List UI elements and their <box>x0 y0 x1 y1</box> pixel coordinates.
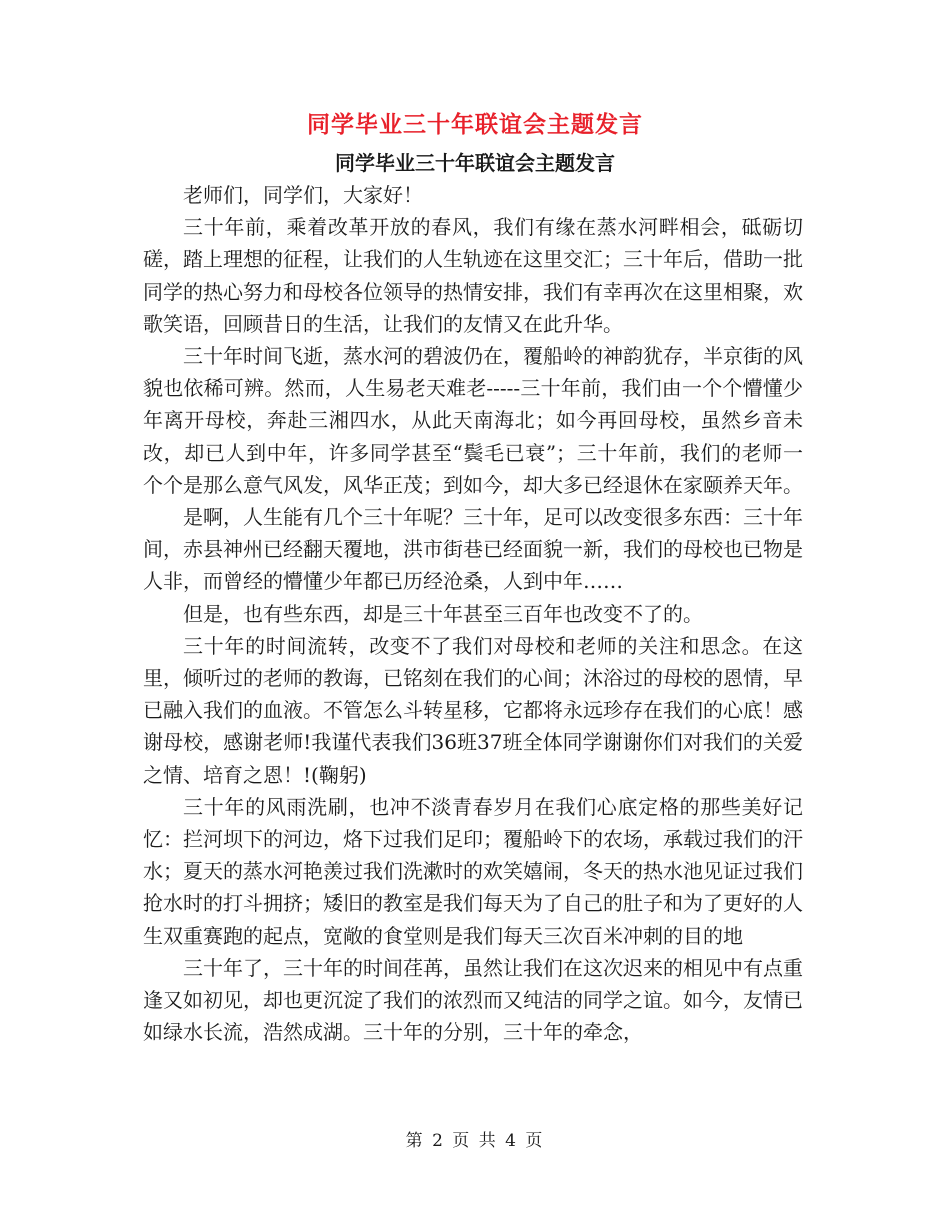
paragraph: 三十年时间飞逝，蒸水河的碧波仍在，覆船岭的神韵犹存，半京街的风貌也依稀可辨。然而，人生易老天难老-----三十年前，我们由一个个懵懂少年离开母校，奔赴三湘四水，从此天南海北；如今再回母校，虽然乡音未改，却已人到中年，许多同学甚至“鬓毛已衰”；三十年前，我们的老师一个个是那么意气风发，风华正茂；到如今，却大多已经退休在家颐养天年。 <box>143 344 803 497</box>
paragraph: 三十年了，三十年的时间荏苒，虽然让我们在这次迟来的相见中有点重逢又如初见，却也更沉淀了我们的浓烈而又纯洁的同学之谊。如今，友情已如绿水长流，浩然成湖。三十年的分别，三十年的牵念， <box>143 955 803 1045</box>
page-number-footer: 第 2 页 共 4 页 <box>405 1131 545 1151</box>
paragraph: 三十年的风雨洗刷，也冲不淡青春岁月在我们心底定格的那些美好记忆：拦河坝下的河边，烙下过我们足印；覆船岭下的农场，承载过我们的汗水；夏天的蒸水河艳羡过我们洗漱时的欢笑嬉闹，冬天的热水池见证过我们抢水时的打斗拥挤；矮旧的教室是我们每天为了自己的肚子和为了更好的人生双重赛跑的起点，宽敞的食堂则是我们每天三次百米冲刺的目的地 <box>143 794 803 948</box>
paragraph: 三十年的时间流转，改变不了我们对母校和老师的关注和思念。在这里，倾听过的老师的教诲，已铭刻在我们的心间；沐浴过的母校的恩情，早已融入我们的血液。不管怎么斗转星移，它都将永远珍存在我们的心底！感谢母校，感谢老师!我谨代表我们36班37班全体同学谢谢你们对我们的关爱之情、培育之恩！!(鞠躬) <box>143 633 803 787</box>
paragraph-greeting: 老师们，同学们，大家好！ <box>183 183 423 207</box>
paragraph: 但是，也有些东西，却是三十年甚至三百年也改变不了的。 <box>183 601 703 626</box>
paragraph: 是啊，人生能有几个三十年呢？三十年，足可以改变很多东西：三十年间，赤县神州已经翻天覆地，洪市街巷已经面貌一新，我们的母校也已物是人非，而曾经的懵懂少年都已历经沧桑，人到中年…… <box>143 505 803 594</box>
paragraph: 三十年前，乘着改革开放的春风，我们有缘在蒸水河畔相会，砥砺切磋，踏上理想的征程，让我们的人生轨迹在这里交汇；三十年后，借助一批同学的热心努力和母校各位领导的热情安排，我们有幸再次在这里相聚，欢歌笑语，回顾昔日的生活，让我们的友情又在此升华。 <box>143 215 803 336</box>
document-body <box>143 179 803 1048</box>
document-subtitle: 同学毕业三十年联谊会主题发言 <box>335 151 615 175</box>
document-title: 同学毕业三十年联谊会主题发言 <box>307 111 643 138</box>
